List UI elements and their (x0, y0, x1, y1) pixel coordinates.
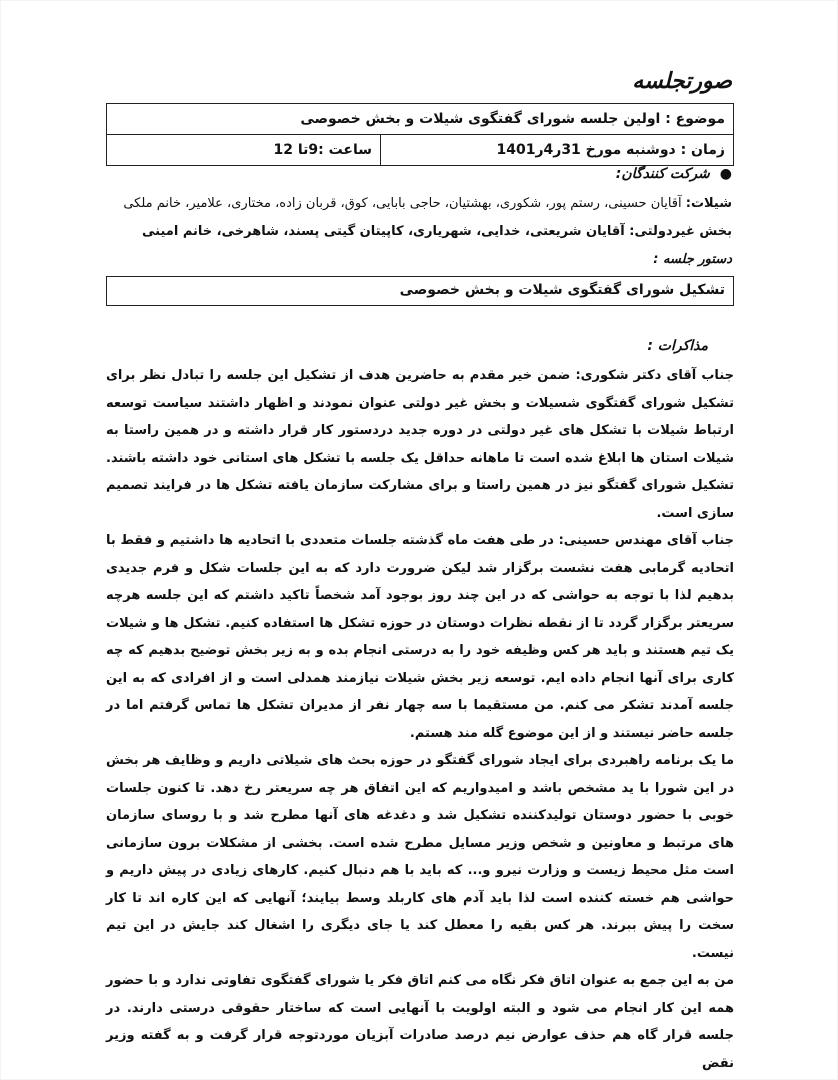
ngo-names: آقایان شریعتی، خدایی، شهریاری، کاپیتان گیتی پسند، شاهرخی، خانم امینی (142, 224, 630, 239)
subject-row (107, 104, 734, 135)
participants-heading (616, 166, 732, 182)
subject-cell: موضوع : اولین جلسه شورای گفتگوی شیلات و بخش خصوصی (107, 104, 734, 135)
page-title: صورتجلسه (632, 68, 732, 94)
ngo-label: بخش غیردولتی: (629, 224, 732, 239)
fisheries-label: شیلات: (685, 196, 732, 211)
bullet-icon: ● (719, 166, 732, 182)
hour-cell: ساعت :9تا 12 (107, 135, 381, 166)
ngo-participants (142, 224, 732, 239)
agenda-box: تشکیل شورای گفتگوی شیلات و بخش خصوصی (106, 276, 734, 306)
date-cell: زمان : دوشنبه مورخ 31ر4ر1401 (381, 135, 734, 166)
fisheries-participants (123, 196, 732, 211)
discussion-label: مذاکرات : (647, 338, 708, 354)
discussion-body (106, 362, 734, 1077)
agenda-label: دستور جلسه : (653, 252, 732, 267)
meeting-info-table (106, 103, 734, 166)
paragraph: جناب آقای مهندس حسینی: در طی هفت ماه گذشته جلسات متعددی با اتحادیه ها داشتیم و فقط با اتحادیه گرمابی هفت نشست برگزار شد لیکن ضرورت دارد که به این جلسات شکل و فرم جدیدی بدهیم لذا با توجه به حواشی که در این چند روز بوجود آمد شخصاً تاکید داشتم که این جلسه هرچه سریعتر برگزار گردد تا از نقطه نظرات دوستان در حوزه تشکل ها استفاده کنیم. تشکل ها و شیلات یک تیم هستند و باید هر کس وظیفه خود را به درستی انجام بده و به زیر بخش توضیح بدهیم که چه کاری برای آنها انجام داده ایم. توسعه زیر بخش شیلات نیازمند همدلی است و از افرادی که به این جلسه آمدند تشکر می کنم. من مستقیما با سه چهار نفر از مدیران تشکل ها تماس گرفتم اما در جلسه حاضر نیستند و از این موضوع گله مند هستم. (106, 533, 734, 741)
paragraph: ما یک برنامه راهبردی برای ایجاد شورای گفتگو در حوزه بحث های شیلاتی داریم و وظایف هر بخش در این شورا با ید مشخص باشد و امیدواریم که این اتفاق هر چه سریعتر رخ دهد. تا کنون جلسات خوبی با حضور دوستان تولیدکننده تشکیل شد و دغدغه های آنها مطرح شد و با روسای سازمان های مرتبط و معاونین و شخص وزیر مسایل مطرح شده است. بخشی از مشکلات برون سازمانی است مثل محیط زیست و وزارت نیرو و... که باید با هم دنبال کنیم. کارهای زیادی در پیش داریم و حواشی هم خسته کننده است لذا باید آدم های کاربلد وسط بیایند؛ آنهایی که این کاره اند تا کار سخت را پیش ببرند. هر کس بقیه را معطل کند یا جای دیگری را اشغال کند جایش در این تیم نیست. (106, 753, 734, 961)
paragraph: جناب آقای دکتر شکوری: ضمن خیر مقدم به حاضرین هدف از تشکیل این جلسه را تبادل نظر برای تشکیل شورای گفتگوی شسیلات و بخش غیر دولتی عنوان نمودند و اظهار داشتند سیاست توسعه ارتباط شیلات با تشکل های غیر دولتی در دوره جدید دردستور کار قرار داشته و در همین راستا به شیلات استان ها ابلاغ شده است تا ماهانه حداقل یک جلسه با تشکل های استانی خود داشته باشند. تشکیل شورای گفتگو نیز در همین راستا و برای مشارکت سازمان یافته تشکل ها در فرایند تصمیم سازی است. (106, 368, 734, 521)
time-row (107, 135, 734, 166)
participants-heading-text: شرکت کنندگان: (615, 166, 710, 182)
fisheries-names: آقایان حسینی، رستم پور، شکوری، بهشتیان، حاجی بابایی، کوق، قربان زاده، مختاری، علامیر، خانم ملکی (123, 196, 686, 211)
paragraph: من به این جمع به عنوان اتاق فکر نگاه می کنم اتاق فکر یا شورای گفتگوی تفاوتی ندارد و با حضور همه این کار انجام می شود و البته اولویت با آنهایی است که ساختار حقوقی درستی دارند. در جلسه قرار گاه هم حذف عوارض نیم درصد صادرات آبزیان موردتوجه قرار گرفت و به گفته وزیر نقض (106, 973, 734, 1071)
